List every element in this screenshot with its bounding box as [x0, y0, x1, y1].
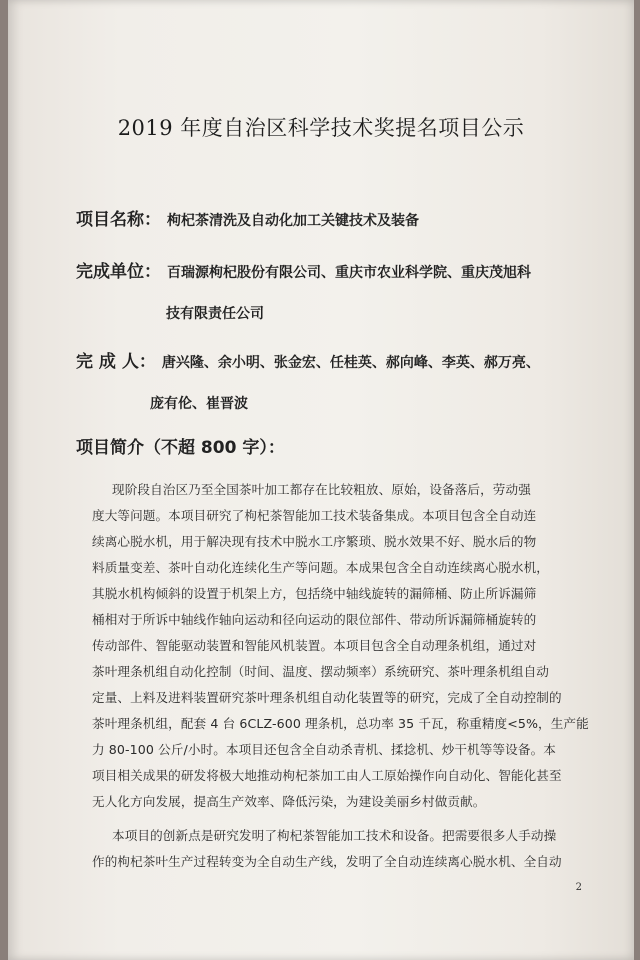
intro-line: 本项目的创新点是研究发明了枸杞茶智能加工技术和设备。把需要很多人手动操 [112, 828, 557, 843]
intro-line: 传动部件、智能驱动装置和智能风机装置。本项目包含全自动理条机组，通过对 [92, 638, 537, 653]
page-number: 2 [575, 882, 582, 893]
intro-line: 力 80-100 公斤/小时。本项目还包含全自动杀青机、揉捻机、炒干机等等设备。本 [92, 742, 556, 757]
intro-line: 茶叶理条机组，配套 4 台 6CLZ-600 理条机，总功率 35 千瓦，称重精度<5%，生产能 [92, 716, 589, 731]
people-label: 完 成 人： [76, 352, 156, 372]
intro-line: 料质量变差、茶叶自动化连续化生产等问题。本成果包含全自动连续离心脱水机， [92, 560, 549, 575]
document-title: 2019 年度自治区科学技术奖提名项目公示 [117, 116, 525, 140]
intro-line: 现阶段自治区乃至全国茶叶加工都存在比较粗放、原始，设备落后，劳动强 [112, 482, 531, 497]
units-value-line1: 百瑞源枸杞股份有限公司、重庆市农业科学院、重庆茂旭科 [167, 265, 531, 281]
project-name-value: 枸杞茶清洗及自动化加工关键技术及装备 [167, 213, 419, 229]
intro-line: 项目相关成果的研发将极大地推动枸杞茶加工由人工原始操作向自动化、智能化甚至 [92, 768, 562, 783]
people-row [76, 347, 540, 372]
units-value-line2: 技有限责任公司 [166, 306, 264, 322]
people-value-line1: 唐兴隆、余小明、张金宏、任桂英、郝向峰、李英、郝万亮、 [161, 355, 540, 371]
intro-line: 茶叶理条机组自动化控制（时间、温度、摆动频率）系统研究、茶叶理条机组自动 [92, 664, 549, 679]
units-row [76, 257, 531, 282]
intro-line: 度大等问题。本项目研究了枸杞茶智能加工技术装备集成。本项目包含全自动连 [92, 508, 537, 523]
intro-line: 无人化方向发展，提高生产效率、降低污染，为建设美丽乡村做贡献。 [92, 794, 486, 809]
intro-line: 作的枸杞茶叶生产过程转变为全自动生产线，发明了全自动连续离心脱水机、全自动 [92, 854, 562, 869]
intro-line: 其脱水机构倾斜的设置于机架上方，包括绕中轴线旋转的漏筛桶、防止所诉漏筛 [92, 586, 537, 601]
project-name-row [76, 205, 419, 230]
document-page [8, 0, 634, 960]
people-value-line2: 庞有伦、崔晋波 [150, 396, 248, 412]
project-name-label: 项目名称： [76, 210, 161, 230]
intro-heading-row [76, 433, 285, 458]
intro-heading: 项目简介（不超 800 字）： [76, 438, 285, 458]
intro-line: 定量、上料及进料装置研究茶叶理条机组自动化装置等的研究，完成了全自动控制的 [92, 690, 562, 705]
units-label: 完成单位： [76, 262, 161, 282]
intro-line: 桶相对于所诉中轴线作轴向运动和径向运动的限位部件、带动所诉漏筛桶旋转的 [92, 612, 537, 627]
intro-line: 续离心脱水机，用于解决现有技术中脱水工序繁琐、脱水效果不好、脱水后的物 [92, 534, 537, 549]
